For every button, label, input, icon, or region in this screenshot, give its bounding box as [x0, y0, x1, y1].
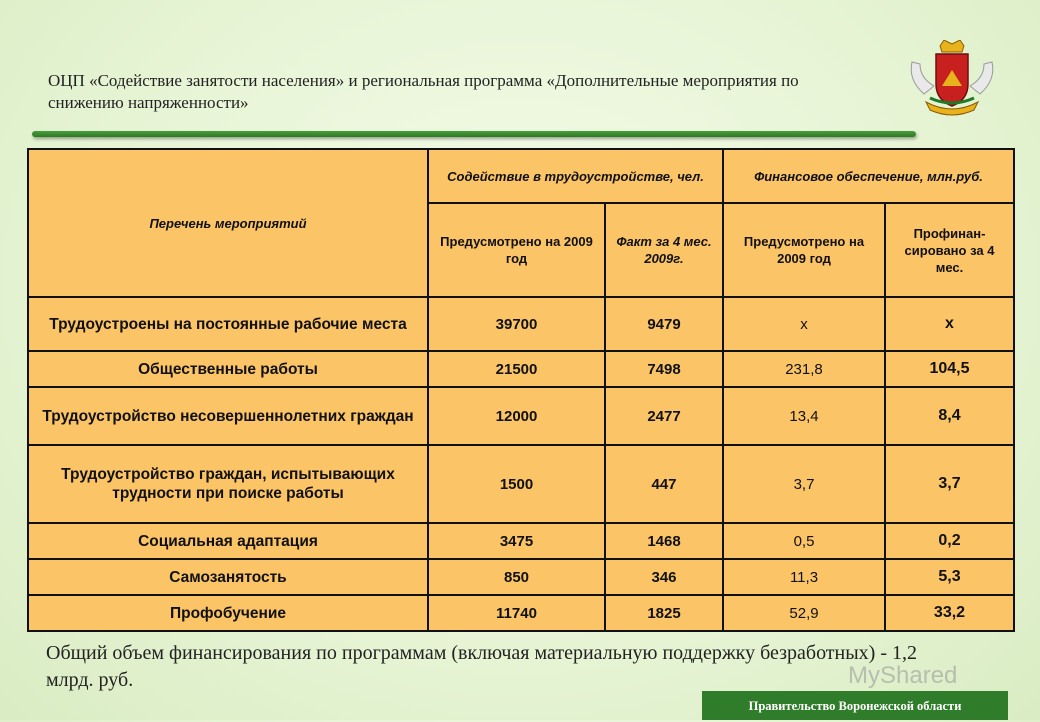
cell-money-financed: 3,7 — [885, 445, 1014, 523]
table-row — [28, 523, 1014, 559]
cell-money-planned: 0,5 — [723, 523, 885, 559]
header-employment-group: Содействие в трудоустройстве, чел. — [428, 149, 723, 203]
cell-fact: 346 — [605, 559, 723, 595]
cell-money-planned: 11,3 — [723, 559, 885, 595]
header-fact-people: Факт за 4 мес. 2009г. — [605, 203, 723, 297]
funding-summary: Общий объем финансирования по программам (включая материальную поддержку безработных) - 1,2 млрд. руб. — [46, 642, 918, 691]
cell-money-financed: 5,3 — [885, 559, 1014, 595]
row-label: Трудоустройство граждан, испытывающих трудности при поиске работы — [28, 445, 428, 523]
header-activities-list: Перечень мероприятий — [28, 149, 428, 297]
cell-planned: 11740 — [428, 595, 605, 631]
cell-planned: 21500 — [428, 351, 605, 387]
watermark: MyShared — [848, 662, 958, 689]
title-divider — [32, 131, 916, 137]
row-label: Профобучение — [28, 595, 428, 631]
row-label: Трудоустроены на постоянные рабочие места — [28, 297, 428, 351]
cell-money-planned: 231,8 — [723, 351, 885, 387]
cell-money-planned: 52,9 — [723, 595, 885, 631]
cell-planned: 1500 — [428, 445, 605, 523]
header-finance-group: Финансовое обеспечение, млн.руб. — [723, 149, 1014, 203]
row-label: Самозанятость — [28, 559, 428, 595]
cell-fact: 9479 — [605, 297, 723, 351]
cell-planned: 39700 — [428, 297, 605, 351]
cell-money-financed: 104,5 — [885, 351, 1014, 387]
cell-money-financed: 0,2 — [885, 523, 1014, 559]
header-financed-money: Профинан-сировано за 4 мес. — [885, 203, 1014, 297]
cell-planned: 12000 — [428, 387, 605, 445]
cell-fact: 7498 — [605, 351, 723, 387]
row-label: Трудоустройство несовершеннолетних граждан — [28, 387, 428, 445]
cell-money-planned: 13,4 — [723, 387, 885, 445]
table-row — [28, 387, 1014, 445]
table-row — [28, 445, 1014, 523]
cell-fact: 1825 — [605, 595, 723, 631]
table-row — [28, 559, 1014, 595]
footer-government-label: Правительство Воронежской области — [702, 691, 1008, 720]
employment-programs-table — [27, 148, 1015, 632]
slide-title: ОЦП «Содействие занятости населения» и региональная программа «Дополнительные мероприятия по снижению напряженности» — [48, 71, 799, 112]
table-row — [28, 351, 1014, 387]
header-planned-people: Предусмотрено на 2009 год — [428, 203, 605, 297]
cell-money-financed: х — [885, 297, 1014, 351]
table-row — [28, 595, 1014, 631]
coat-of-arms-icon — [906, 40, 998, 116]
cell-money-financed: 8,4 — [885, 387, 1014, 445]
row-label: Социальная адаптация — [28, 523, 428, 559]
cell-fact: 2477 — [605, 387, 723, 445]
row-label: Общественные работы — [28, 351, 428, 387]
header-planned-money: Предусмотрено на 2009 год — [723, 203, 885, 297]
cell-fact: 1468 — [605, 523, 723, 559]
cell-money-planned: 3,7 — [723, 445, 885, 523]
table-row — [28, 297, 1014, 351]
cell-planned: 3475 — [428, 523, 605, 559]
cell-fact: 447 — [605, 445, 723, 523]
cell-money-planned: х — [723, 297, 885, 351]
cell-money-financed: 33,2 — [885, 595, 1014, 631]
cell-planned: 850 — [428, 559, 605, 595]
